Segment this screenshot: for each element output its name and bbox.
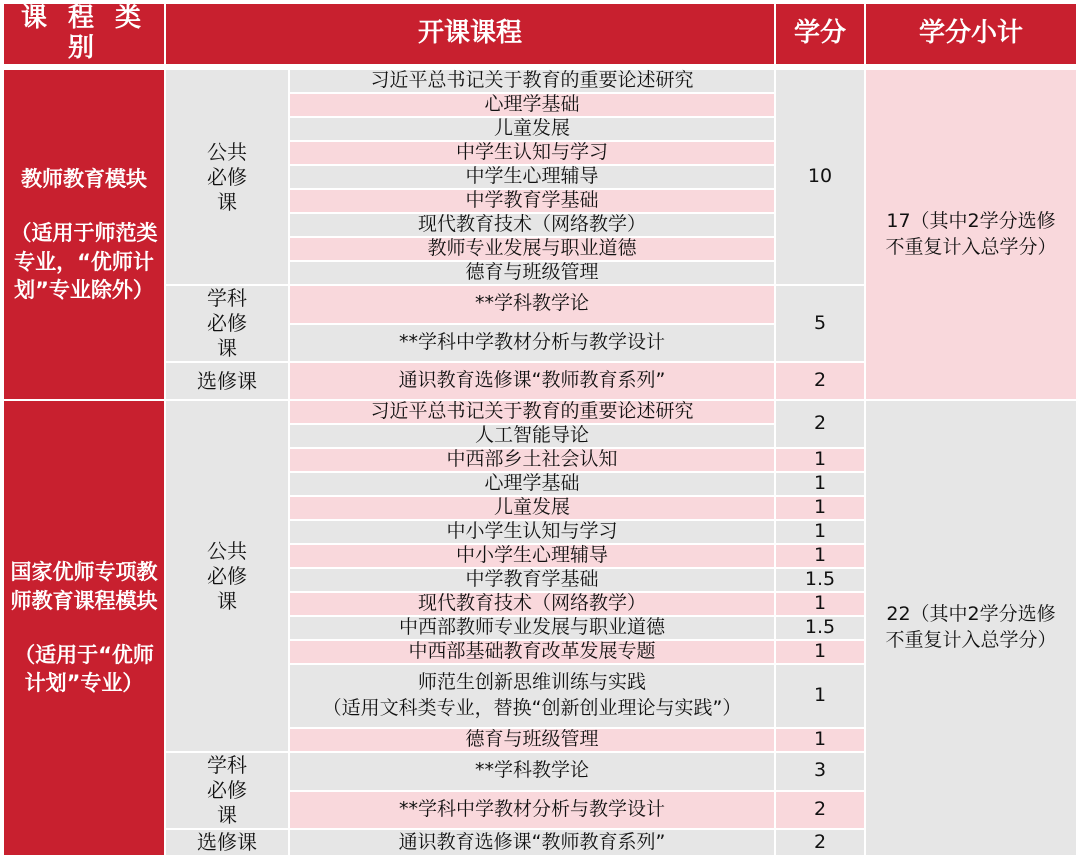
course-name: 现代教育技术（网络教学） <box>290 214 774 236</box>
subtotal-value: 22（其中2学分选修不重复计入总学分） <box>866 401 1076 855</box>
subcategory-label: 学科必修课 <box>166 753 288 828</box>
credit-value: 1 <box>776 593 864 615</box>
subcategory-label: 选修课 <box>166 363 288 399</box>
course-name: 教师专业发展与职业道德 <box>290 238 774 260</box>
credit-value: 1.5 <box>776 617 864 639</box>
course-name: 人工智能导论 <box>290 425 774 447</box>
course-name: 中学教育学基础 <box>290 569 774 591</box>
course-name: 心理学基础 <box>290 473 774 495</box>
course-name: 中学教育学基础 <box>290 190 774 212</box>
module-cell <box>4 401 164 855</box>
course-note: （适用文科类专业，替换“创新创业理论与实践”） <box>322 697 742 719</box>
credit-value: 1 <box>776 449 864 471</box>
course-name: 中西部乡土社会认知 <box>290 449 774 471</box>
header-credit: 学分 <box>776 4 864 64</box>
course-name: 德育与班级管理 <box>290 729 774 751</box>
curriculum-table <box>2 2 1078 857</box>
header-subtotal: 学分小计 <box>866 4 1076 64</box>
module-cell <box>4 70 164 399</box>
course-name: 中学生认知与学习 <box>290 142 774 164</box>
table-row <box>4 70 1076 92</box>
course-name: 中小学生认知与学习 <box>290 521 774 543</box>
header-row <box>4 4 1076 64</box>
credit-value: 1 <box>776 729 864 751</box>
course-title: 师范生创新思维训练与实践 <box>418 671 647 694</box>
header-category: 课 程 类 别 <box>4 4 164 64</box>
course-name: 中西部基础教育改革发展专题 <box>290 641 774 663</box>
course-name: 习近平总书记关于教育的重要论述研究 <box>290 401 774 423</box>
course-name: **学科教学论 <box>290 753 774 790</box>
credit-value: 5 <box>776 286 864 361</box>
course-name: **学科教学论 <box>290 286 774 323</box>
course-name: 德育与班级管理 <box>290 262 774 284</box>
subcategory-label: 学科必修课 <box>166 286 288 361</box>
credit-value: 1 <box>776 665 864 727</box>
credit-value: 2 <box>776 401 864 447</box>
credit-value: 1 <box>776 497 864 519</box>
module-title: 国家优师专项教师教育课程模块 <box>10 560 158 613</box>
table-row <box>4 401 1076 423</box>
credit-value: 2 <box>776 363 864 399</box>
course-name: 通识教育选修课“教师教育系列” <box>290 363 774 399</box>
course-name: 儿童发展 <box>290 118 774 140</box>
credit-value: 3 <box>776 753 864 790</box>
credit-value: 1 <box>776 641 864 663</box>
course-name: 儿童发展 <box>290 497 774 519</box>
credit-value: 1.5 <box>776 569 864 591</box>
course-name: **学科中学教材分析与教学设计 <box>290 792 774 829</box>
subtotal-value: 17（其中2学分选修不重复计入总学分） <box>866 70 1076 399</box>
credit-value: 10 <box>776 70 864 284</box>
credit-value: 2 <box>776 792 864 829</box>
course-name: 中小学生心理辅导 <box>290 545 774 567</box>
course-name <box>290 665 774 727</box>
credit-value: 1 <box>776 521 864 543</box>
course-name: 通识教育选修课“教师教育系列” <box>290 830 774 855</box>
course-name: 现代教育技术（网络教学） <box>290 593 774 615</box>
module-title: 教师教育模块 <box>21 166 147 191</box>
course-name: 习近平总书记关于教育的重要论述研究 <box>290 70 774 92</box>
credit-value: 2 <box>776 830 864 855</box>
course-name: **学科中学教材分析与教学设计 <box>290 325 774 362</box>
header-courses: 开课课程 <box>166 4 774 64</box>
course-name: 中西部教师专业发展与职业道德 <box>290 617 774 639</box>
subcategory-label: 公共必修课 <box>166 70 288 284</box>
credit-value: 1 <box>776 473 864 495</box>
course-name: 心理学基础 <box>290 94 774 116</box>
course-name: 中学生心理辅导 <box>290 166 774 188</box>
credit-value: 1 <box>776 545 864 567</box>
subcategory-label: 选修课 <box>166 830 288 855</box>
module-note: （适用于“优师计划”专业） <box>14 643 154 696</box>
module-note: （适用于师范类专业，“优师计划”专业除外） <box>10 221 158 302</box>
subcategory-label: 公共必修课 <box>166 401 288 751</box>
